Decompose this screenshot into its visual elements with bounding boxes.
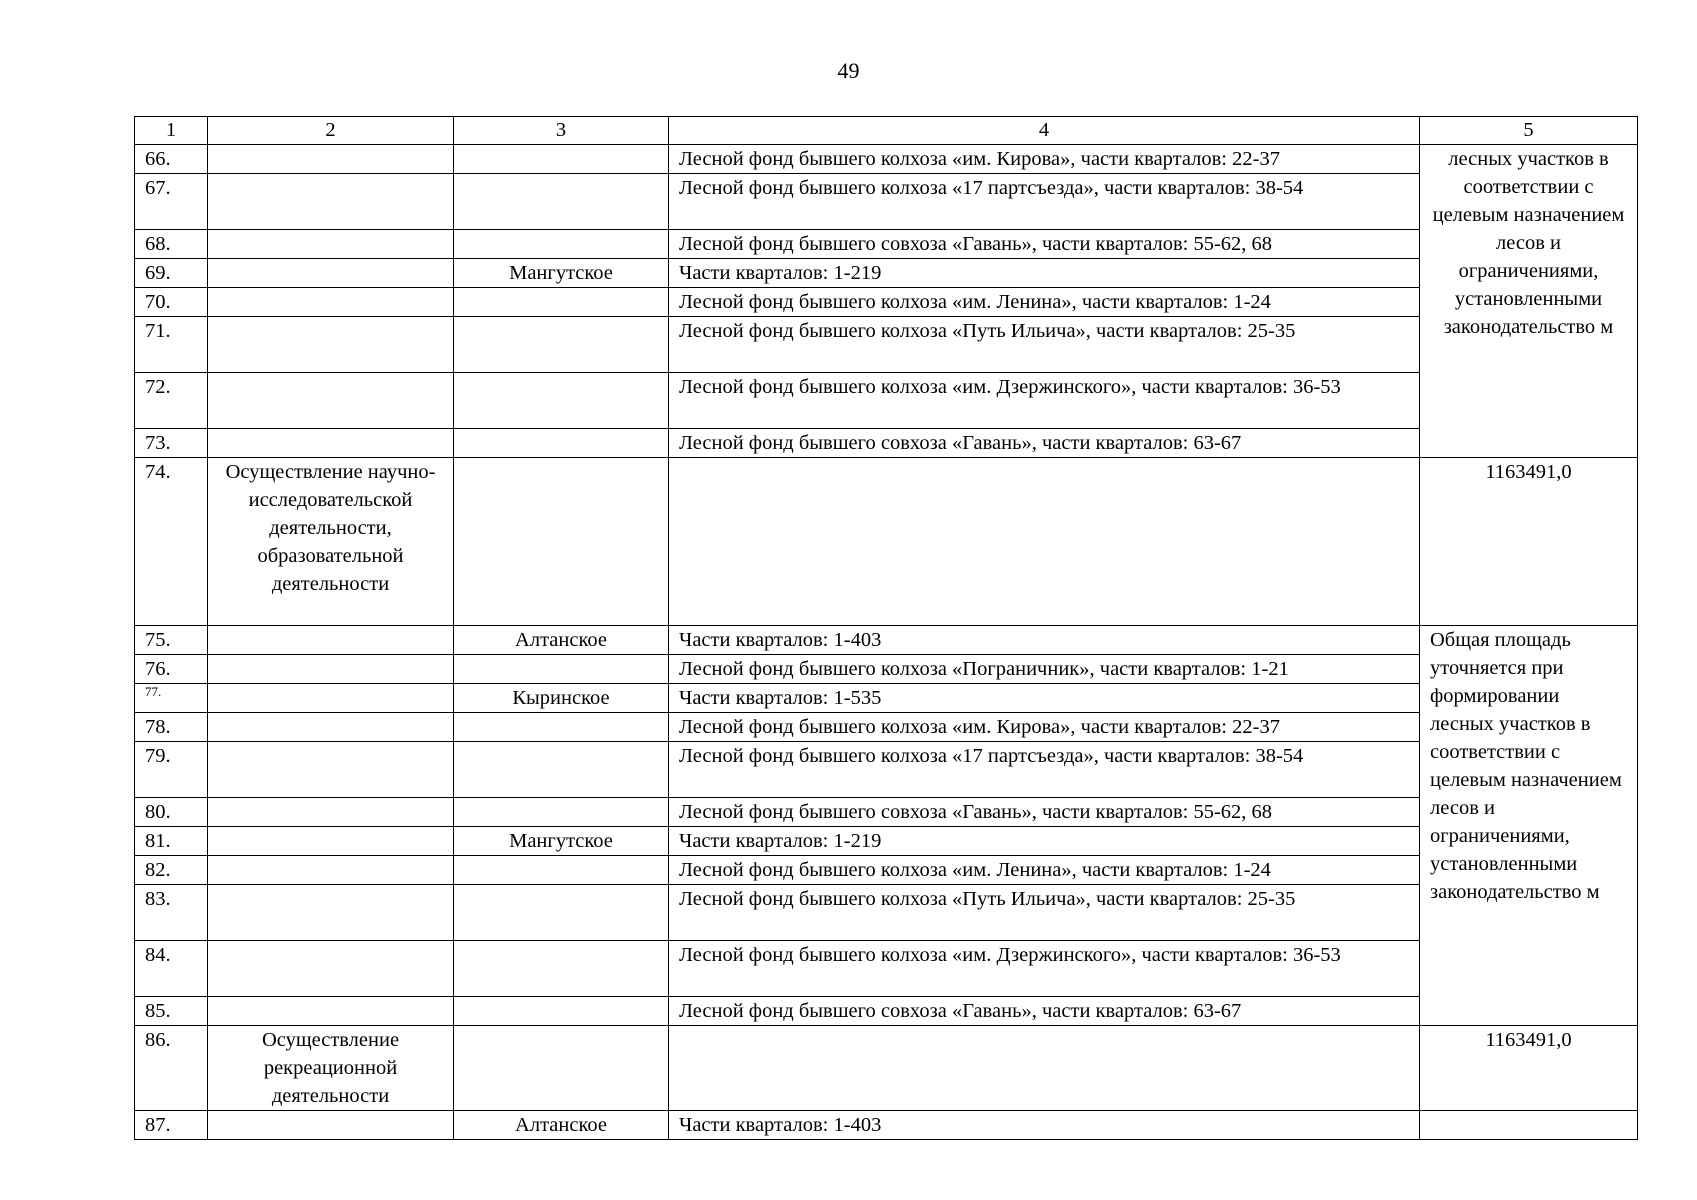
quarters-cell: Лесной фонд бывшего совхоза «Гавань», части кварталов: 55-62, 68	[669, 798, 1420, 827]
table-row	[135, 798, 1638, 827]
quarters-cell: Лесной фонд бывшего колхоза «им. Дзержинского», части кварталов: 36-53	[669, 373, 1420, 429]
header-col-5: 5	[1420, 117, 1638, 145]
activity-type-cell	[208, 684, 454, 713]
quarters-cell: Лесной фонд бывшего колхоза «17 партсъезда», части кварталов: 38-54	[669, 174, 1420, 230]
forest-use-table	[134, 116, 1638, 1140]
area-value-cell: 1163491,0	[1420, 458, 1638, 626]
forestry-cell: Алтанское	[454, 1111, 669, 1140]
forestry-cell	[454, 941, 669, 997]
header-col-3: 3	[454, 117, 669, 145]
quarters-cell: Лесной фонд бывшего колхоза «17 партсъезда», части кварталов: 38-54	[669, 742, 1420, 798]
row-number: 74.	[135, 458, 208, 626]
row-number: 84.	[135, 941, 208, 997]
row-number: 68.	[135, 230, 208, 259]
quarters-cell: Лесной фонд бывшего колхоза «им. Ленина», части кварталов: 1-24	[669, 288, 1420, 317]
header-row	[135, 117, 1638, 145]
forestry-cell: Кыринское	[454, 684, 669, 713]
forestry-cell	[454, 429, 669, 458]
activity-type-cell	[208, 1111, 454, 1140]
forestry-cell	[454, 798, 669, 827]
row-number: 75.	[135, 626, 208, 655]
forestry-cell	[454, 885, 669, 941]
row-number: 66.	[135, 145, 208, 174]
table-row	[135, 626, 1638, 655]
forestry-cell	[454, 713, 669, 742]
row-number: 72.	[135, 373, 208, 429]
row-number: 80.	[135, 798, 208, 827]
activity-type-cell	[208, 856, 454, 885]
activity-type-cell	[208, 742, 454, 798]
activity-type-cell	[208, 798, 454, 827]
table-row	[135, 941, 1638, 997]
activity-type-cell	[208, 997, 454, 1026]
row-number: 86.	[135, 1026, 208, 1111]
table-row	[135, 458, 1638, 626]
quarters-cell	[669, 458, 1420, 626]
forestry-cell: Алтанское	[454, 626, 669, 655]
table-row	[135, 885, 1638, 941]
forestry-cell	[454, 655, 669, 684]
quarters-cell: Части кварталов: 1-219	[669, 827, 1420, 856]
row-number: 82.	[135, 856, 208, 885]
header-col-1: 1	[135, 117, 208, 145]
activity-type-cell	[208, 941, 454, 997]
row-number: 83.	[135, 885, 208, 941]
table-row	[135, 1026, 1638, 1111]
quarters-cell	[669, 1026, 1420, 1111]
activity-type-cell	[208, 259, 454, 288]
row-number: 87.	[135, 1111, 208, 1140]
row-number: 70.	[135, 288, 208, 317]
table-row	[135, 230, 1638, 259]
forestry-cell	[454, 1026, 669, 1111]
table-row	[135, 373, 1638, 429]
activity-type-cell: Осуществление научно-исследовательской деятельности, образовательной деятельности	[208, 458, 454, 626]
header-col-4: 4	[669, 117, 1420, 145]
row-number: 85.	[135, 997, 208, 1026]
table-row	[135, 429, 1638, 458]
area-value-cell: 1163491,0	[1420, 1026, 1638, 1111]
area-note-cell: лесных участков в соответствии с целевым назначением лесов и ограничениями, установленными законодательство м	[1420, 145, 1638, 458]
activity-type-cell: Осуществление рекреационной деятельности	[208, 1026, 454, 1111]
table-row	[135, 145, 1638, 174]
activity-type-cell	[208, 145, 454, 174]
quarters-cell: Лесной фонд бывшего совхоза «Гавань», части кварталов: 55-62, 68	[669, 230, 1420, 259]
quarters-cell: Лесной фонд бывшего колхоза «им. Ленина», части кварталов: 1-24	[669, 856, 1420, 885]
forestry-cell	[454, 288, 669, 317]
row-number: 71.	[135, 317, 208, 373]
row-number: 73.	[135, 429, 208, 458]
activity-type-cell	[208, 626, 454, 655]
row-number: 79.	[135, 742, 208, 798]
quarters-cell: Лесной фонд бывшего колхоза «им. Кирова», части кварталов: 22-37	[669, 145, 1420, 174]
forestry-cell	[454, 230, 669, 259]
forestry-cell	[454, 856, 669, 885]
row-number: 77.	[135, 684, 208, 713]
area-note-cell: Общая площадь уточняется при формировании лесных участков в соответствии с целевым назначением лесов и ограничениями, установленными законодательство м	[1420, 626, 1638, 1026]
table-row	[135, 288, 1638, 317]
area-value-cell	[1420, 1111, 1638, 1140]
activity-type-cell	[208, 827, 454, 856]
table-row	[135, 827, 1638, 856]
quarters-cell: Лесной фонд бывшего колхоза «им. Кирова», части кварталов: 22-37	[669, 713, 1420, 742]
quarters-cell: Лесной фонд бывшего колхоза «Путь Ильича», части кварталов: 25-35	[669, 885, 1420, 941]
activity-type-cell	[208, 288, 454, 317]
activity-type-cell	[208, 317, 454, 373]
quarters-cell: Лесной фонд бывшего колхоза «им. Дзержинского», части кварталов: 36-53	[669, 941, 1420, 997]
table-row	[135, 655, 1638, 684]
activity-type-cell	[208, 655, 454, 684]
table-row	[135, 997, 1638, 1026]
quarters-cell: Лесной фонд бывшего совхоза «Гавань», части кварталов: 63-67	[669, 429, 1420, 458]
quarters-cell: Части кварталов: 1-403	[669, 1111, 1420, 1140]
activity-type-cell	[208, 373, 454, 429]
row-number: 69.	[135, 259, 208, 288]
row-number: 78.	[135, 713, 208, 742]
row-number: 67.	[135, 174, 208, 230]
table-row	[135, 684, 1638, 713]
activity-type-cell	[208, 174, 454, 230]
quarters-cell: Лесной фонд бывшего совхоза «Гавань», части кварталов: 63-67	[669, 997, 1420, 1026]
forestry-cell	[454, 145, 669, 174]
table-row	[135, 317, 1638, 373]
forestry-cell	[454, 373, 669, 429]
header-col-2: 2	[208, 117, 454, 145]
activity-type-cell	[208, 885, 454, 941]
row-number: 81.	[135, 827, 208, 856]
quarters-cell: Части кварталов: 1-403	[669, 626, 1420, 655]
quarters-cell: Части кварталов: 1-535	[669, 684, 1420, 713]
table-row	[135, 742, 1638, 798]
row-number: 76.	[135, 655, 208, 684]
quarters-cell: Части кварталов: 1-219	[669, 259, 1420, 288]
forestry-cell	[454, 997, 669, 1026]
forestry-cell	[454, 742, 669, 798]
table-row	[135, 174, 1638, 230]
table-row	[135, 856, 1638, 885]
activity-type-cell	[208, 230, 454, 259]
activity-type-cell	[208, 713, 454, 742]
activity-type-cell	[208, 429, 454, 458]
forestry-cell: Мангутское	[454, 827, 669, 856]
table-row	[135, 1111, 1638, 1140]
forestry-cell	[454, 458, 669, 626]
table-row	[135, 713, 1638, 742]
page-number: 49	[837, 58, 860, 83]
quarters-cell: Лесной фонд бывшего колхоза «Путь Ильича», части кварталов: 25-35	[669, 317, 1420, 373]
forestry-cell	[454, 317, 669, 373]
forestry-cell: Мангутское	[454, 259, 669, 288]
quarters-cell: Лесной фонд бывшего колхоза «Пограничник», части кварталов: 1-21	[669, 655, 1420, 684]
forestry-cell	[454, 174, 669, 230]
table-row	[135, 259, 1638, 288]
